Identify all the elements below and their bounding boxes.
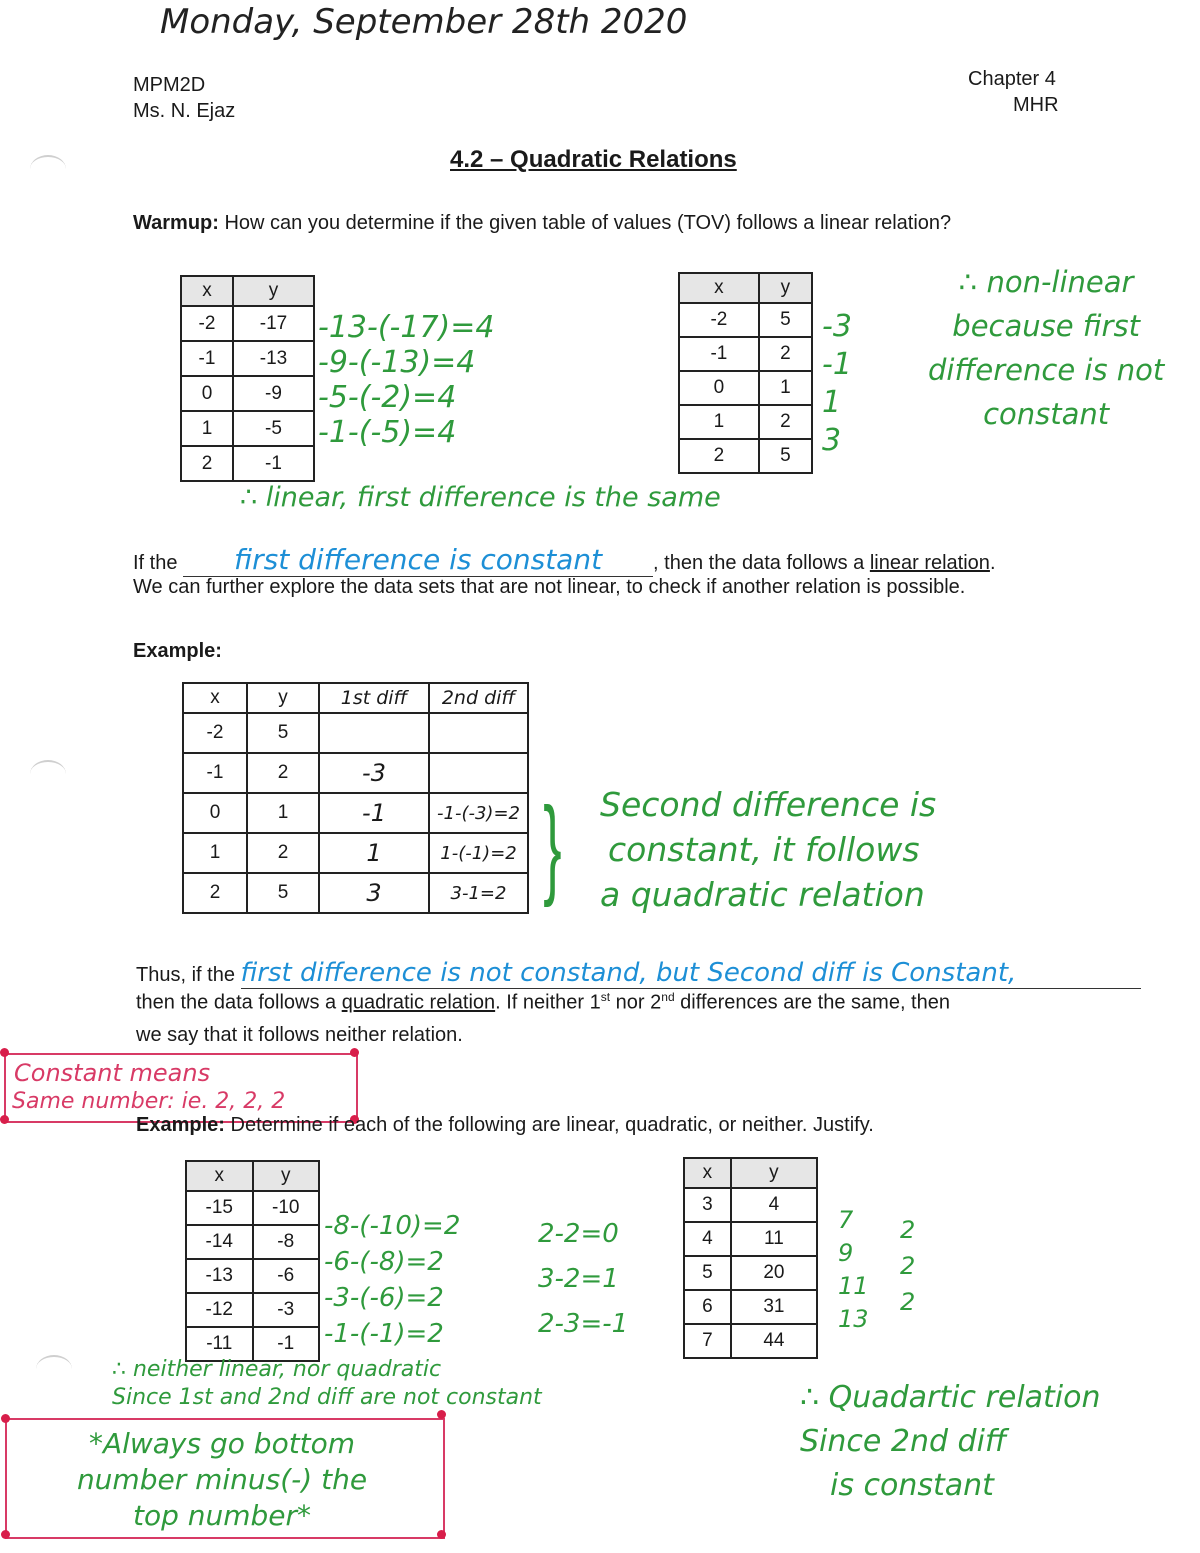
rule1-middle: , then the data follows a [653, 552, 870, 574]
cell-y: 31 [731, 1290, 817, 1324]
note-text [37, 1426, 407, 1534]
cell-y: 1 [759, 371, 812, 405]
first-difference-note: -5-(-2)=4 [318, 380, 457, 415]
rule2-text-c: nor 2 [610, 991, 662, 1014]
example2-instruction [136, 1114, 874, 1137]
rule2-sup-st: st [600, 990, 611, 1004]
handwritten-date: Monday, September 28th 2020 [160, 2, 688, 42]
cell-second-diff: -1-(-3)=2 [429, 793, 528, 833]
first-difference-note: -1-(-1)=2 [324, 1319, 444, 1349]
binder-hole-top [30, 155, 66, 183]
rule1-term: linear relation [869, 552, 990, 574]
rule2-blank-answer: first difference is not constand, but Second diff is Constant, [240, 958, 1017, 988]
cell-y: 2 [759, 405, 812, 439]
cell-x: 7 [684, 1324, 731, 1358]
cell-x: 2 [679, 439, 759, 473]
cell-x: 5 [684, 1256, 731, 1290]
cell-second-diff-highlighted [429, 713, 528, 753]
rule2-text-a: then the data follows a [136, 991, 342, 1014]
cell-x: 4 [684, 1222, 731, 1256]
cell-x: 2 [183, 873, 247, 913]
header-y: y [759, 273, 812, 303]
header-x: x [183, 683, 247, 713]
header-x: x [684, 1158, 731, 1188]
cell-x: -2 [679, 303, 759, 337]
cell-y: 5 [247, 713, 319, 753]
rule2-text-d: differences are the same, then [674, 991, 950, 1014]
cell-y: 1 [247, 793, 319, 833]
rule2-prefix: Thus, if the [136, 964, 235, 986]
header-y: y [233, 276, 314, 306]
cell-first-diff: -1 [319, 793, 429, 833]
binder-hole-bottom [36, 1355, 72, 1383]
note-line: top number* [132, 1499, 312, 1532]
cell-x: 0 [181, 376, 233, 411]
warmup-table-nonlinear [678, 272, 813, 474]
header-y: y [253, 1161, 320, 1191]
note-corner-dot [437, 1530, 446, 1539]
rule1-line2: We can further explore the data sets that are not linear, to check if another relation is possible. [133, 576, 966, 598]
warmup-text: How can you determine if the given table of values (TOV) follows a linear relation? [224, 212, 952, 234]
conclusion-line: Since 1st and 2nd diff are not constant [112, 1385, 542, 1410]
example1-brace: } [543, 785, 562, 908]
cell-y: 4 [731, 1188, 817, 1222]
cell-y: 2 [759, 337, 812, 371]
note-corner-dot [0, 1048, 9, 1057]
subtraction-order-note [5, 1418, 445, 1539]
conclusion-line: Since 2nd diff [800, 1424, 1007, 1459]
example2-text: Determine if each of the following are linear, quadratic, or neither. Justify. [230, 1114, 874, 1136]
second-difference-note: 2-2=0 [538, 1219, 619, 1249]
cell-y: 2 [247, 753, 319, 793]
cell-y: -6 [253, 1259, 320, 1293]
cell-x: -12 [186, 1293, 253, 1327]
example2-table-quadratic [683, 1157, 818, 1359]
header-first-diff: 1st diff [319, 683, 429, 713]
example2-table-neither [185, 1160, 320, 1362]
first-difference-note: -3 [822, 309, 852, 344]
note-corner-dot [1, 1530, 10, 1539]
cell-y: -3 [253, 1293, 320, 1327]
binder-hole-middle [30, 760, 66, 788]
first-difference-note: 9 [838, 1239, 854, 1267]
cell-x: -2 [183, 713, 247, 753]
second-difference-note: 2 [900, 1216, 916, 1244]
first-difference-note: -9-(-13)=4 [318, 345, 476, 380]
rule2-line3: we say that it follows neither relation. [136, 1024, 463, 1046]
conclusion-line: because first [952, 309, 1140, 343]
conclusion-line: ∴ neither linear, nor quadratic [112, 1357, 442, 1382]
cell-y: -1 [233, 446, 314, 481]
rule1-end: . [989, 552, 996, 574]
example2-table2-conclusion [800, 1376, 1101, 1508]
rule2-line1 [136, 958, 1141, 989]
cell-y: -5 [233, 411, 314, 446]
chapter-label: Chapter 4 [968, 68, 1056, 90]
conclusion-line: constant, it follows [608, 830, 920, 869]
cell-x: -1 [183, 753, 247, 793]
note-line: Constant means [14, 1059, 211, 1087]
rule1-line1 [133, 543, 996, 577]
cell-y: -10 [253, 1191, 320, 1225]
rule1-blank-answer: first difference is constant [234, 543, 603, 576]
note-corner-dot [350, 1048, 359, 1057]
header-second-diff: 2nd diff [429, 683, 528, 713]
rule2-term: quadratic relation [341, 991, 496, 1014]
cell-first-diff: 3 [319, 873, 429, 913]
note-line: Same number: ie. 2, 2, 2 [12, 1089, 286, 1114]
first-difference-note: 7 [838, 1206, 854, 1234]
warmup-label: Warmup: [133, 212, 219, 234]
header-y: y [731, 1158, 817, 1188]
first-difference-note: -6-(-8)=2 [324, 1247, 444, 1277]
cell-second-diff-highlighted [429, 753, 528, 793]
example2-table1-second-differences [538, 1212, 628, 1347]
header-x: x [679, 273, 759, 303]
warmup-table2-conclusion [928, 260, 1164, 436]
first-difference-note: -8-(-10)=2 [324, 1211, 461, 1241]
cell-y: -17 [233, 306, 314, 341]
warmup-question [133, 212, 951, 235]
note-line: *Always go bottom [88, 1427, 356, 1460]
rule2-line2 [136, 990, 950, 1015]
rule1-prefix: If the [133, 552, 178, 574]
cell-first-diff-highlighted [319, 713, 429, 753]
cell-first-diff: 1 [319, 833, 429, 873]
header-x: x [186, 1161, 253, 1191]
cell-y: 5 [247, 873, 319, 913]
warmup-table1-conclusion: ∴ linear, first difference is the same [240, 482, 721, 513]
cell-x: -11 [186, 1327, 253, 1361]
conclusion-line: Second difference is [600, 785, 937, 824]
cell-second-diff: 3-1=2 [429, 873, 528, 913]
header-y: y [247, 683, 319, 713]
cell-y: 44 [731, 1324, 817, 1358]
cell-x: -15 [186, 1191, 253, 1225]
note-corner-dot [437, 1410, 446, 1419]
cell-y: 20 [731, 1256, 817, 1290]
conclusion-line: difference is not [928, 353, 1165, 387]
rule1-blank [183, 543, 653, 577]
first-difference-note: 13 [838, 1305, 869, 1333]
warmup-table1-first-differences [318, 310, 494, 450]
header-x: x [181, 276, 233, 306]
teacher-name: Ms. N. Ejaz [133, 100, 236, 122]
cell-x: -13 [186, 1259, 253, 1293]
cell-y: 5 [759, 303, 812, 337]
page-title: 4.2 – Quadratic Relations [450, 146, 737, 173]
note-corner-dot [0, 1115, 9, 1124]
cell-first-diff: -3 [319, 753, 429, 793]
conclusion-line: a quadratic relation [600, 875, 925, 914]
cell-y: -9 [233, 376, 314, 411]
warmup-table2-differences [822, 308, 852, 460]
cell-x: -2 [181, 306, 233, 341]
example1-label: Example: [133, 640, 222, 662]
cell-second-diff: 1-(-1)=2 [429, 833, 528, 873]
example2-label: Example: [136, 1114, 225, 1136]
cell-x: 1 [183, 833, 247, 873]
cell-y: -1 [253, 1327, 320, 1361]
rule2-sup-nd: nd [661, 990, 675, 1004]
first-difference-note: -13-(-17)=4 [318, 310, 495, 345]
rule2-text-b: . If neither 1 [495, 991, 601, 1014]
second-difference-note: 2 [900, 1288, 916, 1316]
example1-table [182, 682, 529, 914]
first-difference-note: -1 [822, 347, 852, 382]
example2-table1-first-differences [324, 1208, 460, 1352]
cell-y: 5 [759, 439, 812, 473]
cell-x: 0 [679, 371, 759, 405]
conclusion-line: ∴ non-linear [958, 265, 1134, 299]
cell-y: -8 [253, 1225, 320, 1259]
cell-x: 1 [679, 405, 759, 439]
cell-x: 2 [181, 446, 233, 481]
cell-x: -14 [186, 1225, 253, 1259]
rule2-blank [241, 958, 1141, 989]
example1-conclusion [600, 782, 936, 917]
conclusion-line: is constant [830, 1468, 994, 1503]
second-difference-note: 2-3=-1 [538, 1309, 629, 1339]
second-difference-note: 2 [900, 1252, 916, 1280]
cell-x: 0 [183, 793, 247, 833]
publisher-label: MHR [1013, 94, 1059, 116]
first-difference-note: -3-(-6)=2 [324, 1283, 444, 1313]
cell-y: -13 [233, 341, 314, 376]
cell-x: -1 [181, 341, 233, 376]
conclusion-line: constant [983, 397, 1110, 431]
example2-table2-second-differences [900, 1212, 915, 1320]
conclusion-line: ∴ Quadartic relation [800, 1380, 1101, 1415]
second-difference-note: 3-2=1 [538, 1264, 619, 1294]
constant-definition-note [4, 1053, 358, 1123]
first-difference-note: 11 [838, 1272, 869, 1300]
cell-x: 3 [684, 1188, 731, 1222]
note-corner-dot [1, 1414, 10, 1423]
cell-y: 11 [731, 1222, 817, 1256]
note-line: number minus(-) the [76, 1463, 368, 1496]
first-difference-note: 3 [822, 423, 842, 458]
first-difference-note: 1 [822, 385, 842, 420]
cell-x: -1 [679, 337, 759, 371]
course-code: MPM2D [133, 74, 206, 96]
cell-y: 2 [247, 833, 319, 873]
first-difference-note: -1-(-5)=4 [318, 415, 457, 450]
warmup-table-linear [180, 275, 315, 482]
cell-x: 6 [684, 1290, 731, 1324]
example2-table1-conclusion [112, 1356, 542, 1412]
example2-table2-first-differences [838, 1204, 869, 1336]
cell-x: 1 [181, 411, 233, 446]
